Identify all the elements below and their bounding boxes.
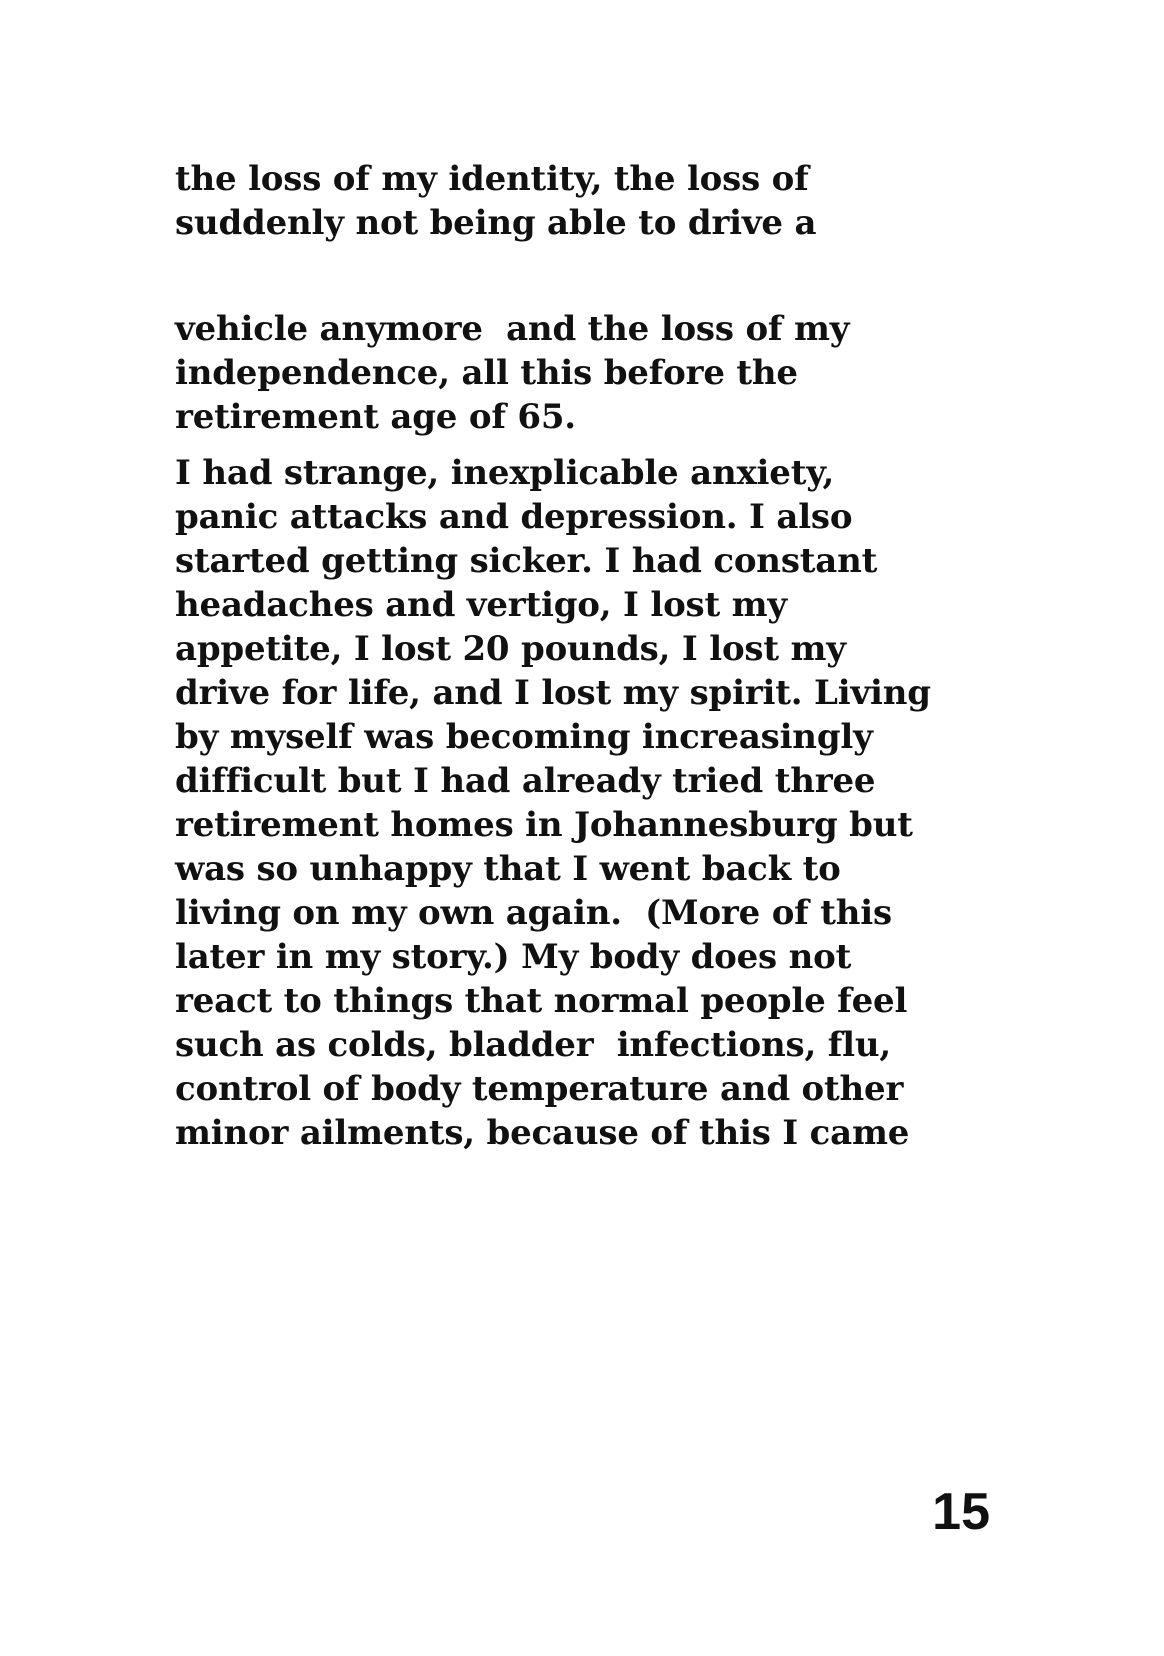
text-line: headaches and vertigo, I lost my [175,585,787,625]
text-line: retirement age of 65. [175,397,576,437]
text-line: living on my own again. (More of this [175,893,892,933]
text-line: control of body temperature and other [175,1069,904,1109]
text-line: the loss of my identity, the loss of [175,159,809,199]
paragraph-3 [175,451,995,1155]
page-number: 15 [932,1483,990,1541]
text-line: drive for life, and I lost my spirit. Living [175,673,931,713]
text-line: was so unhappy that I went back to [175,849,841,889]
text-line: started getting sicker. I had constant [175,541,878,581]
text-line: difficult but I had already tried three [175,761,876,801]
text-line: appetite, I lost 20 pounds, I lost my [175,629,846,669]
text-line: such as colds, bladder infections, flu, [175,1025,892,1065]
text-line: vehicle anymore and the loss of my [175,309,850,349]
text-line: later in my story.) My body does not [175,937,852,977]
paragraph-2 [175,307,995,439]
paragraph-1 [175,157,995,245]
text-line: react to things that normal people feel [175,981,908,1021]
text-line: minor ailments, because of this I came [175,1113,910,1153]
text-line: independence, all this before the [175,353,798,393]
text-line: retirement homes in Johannesburg but [175,805,913,845]
text-line: I had strange, inexplicable anxiety, [175,453,835,493]
text-line: by myself was becoming increasingly [175,717,873,757]
text-line: panic attacks and depression. I also [175,497,853,537]
text-line: suddenly not being able to drive a [175,203,817,243]
